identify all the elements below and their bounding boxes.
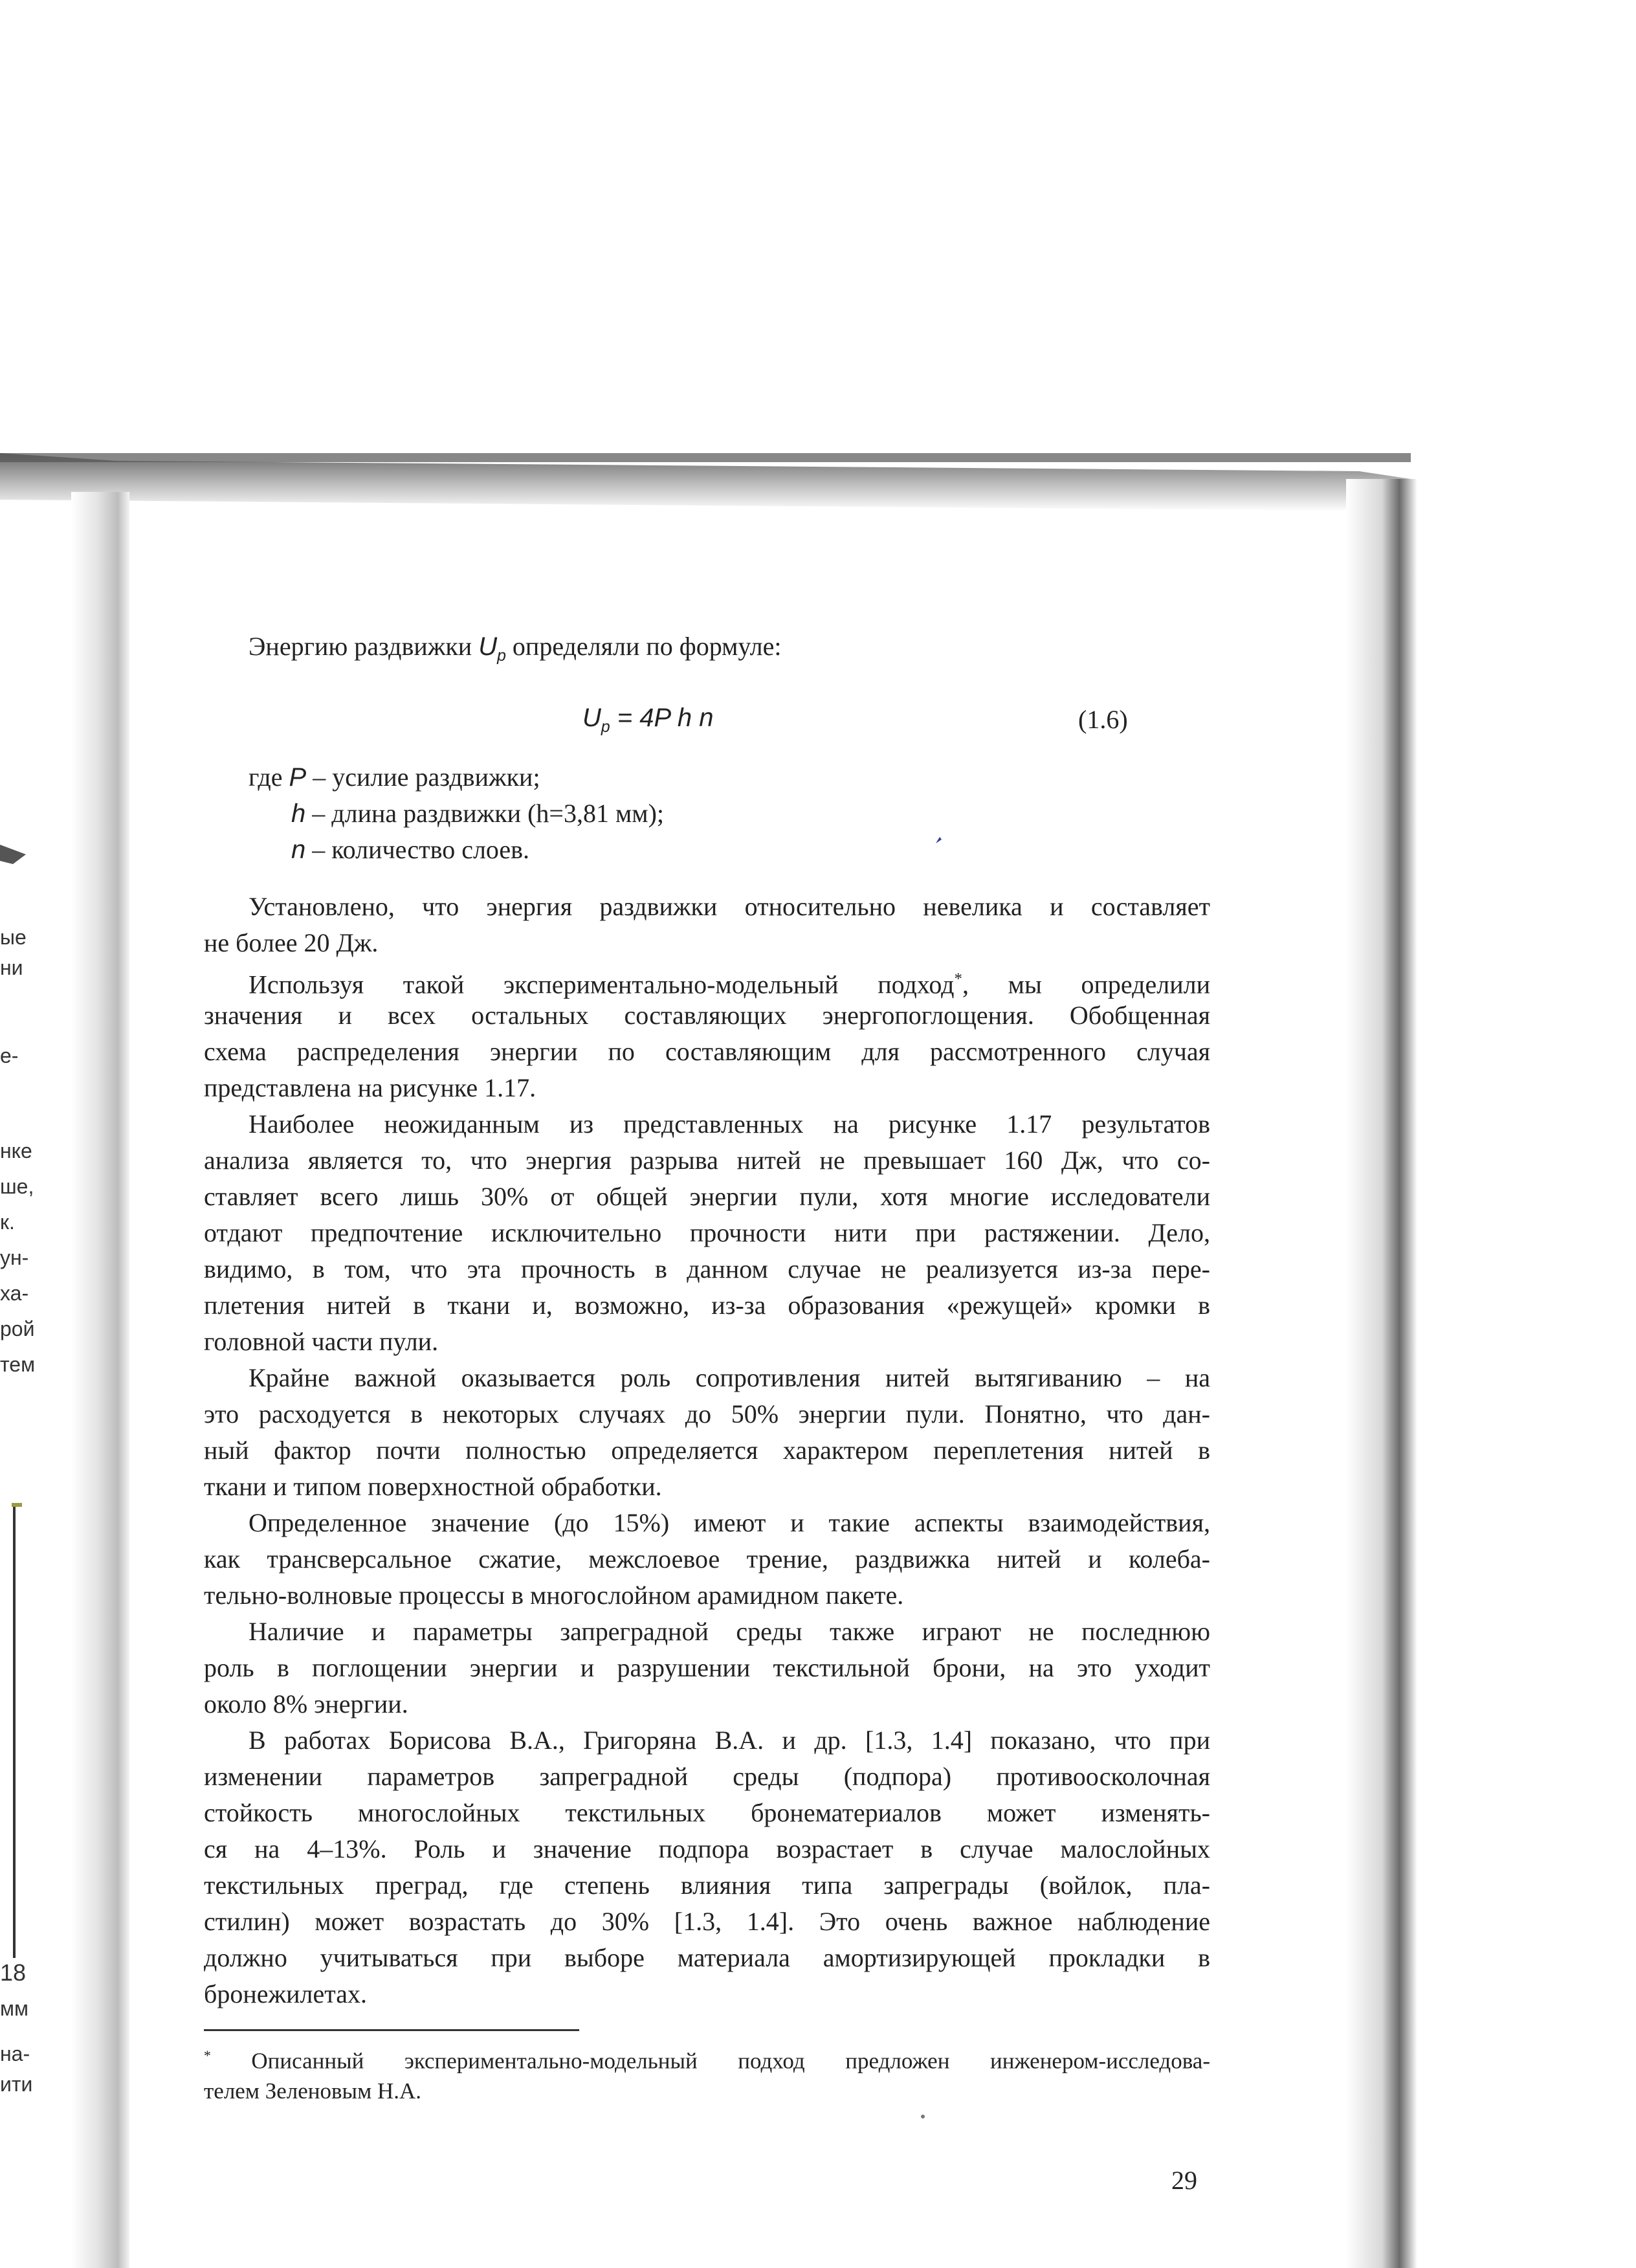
paragraph-line: В работах Борисова В.А., Григоряна В.А. и др. [1.3, 1.4] показано, что при: [249, 1726, 1210, 1755]
paragraph-line: тельно-волновые процессы в многослойном арамидном пакете.: [204, 1581, 904, 1610]
paragraph-line: видимо, в том, что эта прочность в данном случае не реализуется из-за пере-: [204, 1254, 1210, 1284]
formula: $U_р = 4P$ h n: [582, 704, 714, 736]
paragraph-line: отдают предпочтение исключительно прочности нити при растяжении. Дело,: [204, 1218, 1210, 1247]
left-page-fragment: ха-: [0, 1282, 29, 1305]
footnote-marker: *: [204, 2048, 211, 2063]
paragraph-line: Используя такой экспериментально-модельный подход*, мы определили: [249, 970, 1210, 999]
paragraph-line: стилин) может возрастать до 30% [1.3, 1.4]. Это очень важное наблюдение: [204, 1907, 1210, 1936]
left-page-fragment: рой: [0, 1317, 35, 1340]
left-page-fragment: ые: [0, 926, 27, 949]
paragraph-line: ный фактор почти полностью определяется характером переплетения нитей в: [204, 1436, 1210, 1465]
left-page-fragment: на-: [0, 2042, 30, 2065]
left-page-fragment: 18: [0, 1959, 27, 1986]
paragraph-line: это расходуется в некоторых случаях до 50% энергии пули. Понятно, что дан-: [204, 1399, 1210, 1429]
paragraph-line: около 8% энергии.: [204, 1689, 408, 1718]
left-page-fragment: ше,: [0, 1175, 34, 1198]
paragraph-line: стойкость многослойных текстильных бронематериалов может изменять-: [204, 1798, 1210, 1827]
paragraph-line: изменении параметров запреградной среды (подпора) противоосколочная: [204, 1762, 1210, 1791]
left-page-fragment: ун-: [0, 1246, 29, 1269]
where-item-p: где P – усилие раздвижки;: [249, 762, 540, 792]
paragraph-line: плетения нитей в ткани и, возможно, из-за образования «режущей» кромки в: [204, 1291, 1210, 1320]
paragraph-line: анализа является то, что энергия разрыва нитей не превышает 160 Дж, что со-: [204, 1146, 1210, 1175]
paragraph-line: Наличие и параметры запреградной среды также играют не последнюю: [249, 1617, 1210, 1646]
footnote-line: * Описанный экспериментально-модельный подход предложен инженером-исследова-: [204, 2048, 1210, 2074]
where-item-h: h – длина раздвижки (h=3,81 мм);: [291, 799, 665, 828]
paragraph-line: текстильных преград, где степень влияния типа запреграды (войлок, пла-: [204, 1871, 1210, 1900]
left-page-fragment: е-: [0, 1044, 19, 1067]
footnote-line: телем Зеленовым Н.А.: [204, 2078, 422, 2104]
paragraph-line: как трансверсальное сжатие, межслоевое трение, раздвижка нитей и колеба-: [204, 1544, 1210, 1573]
left-page-fragment: ити: [0, 2073, 33, 2096]
page-top-line: [0, 453, 1411, 462]
left-page-fragment: тем: [0, 1353, 36, 1376]
left-page-fragment: нке: [0, 1139, 32, 1162]
left-page-fragment: к.: [0, 1210, 15, 1234]
paragraph-line: бронежилетах.: [204, 1979, 367, 2008]
paragraph-line: роль в поглощении энергии и разрушении текстильной брони, на это уходит: [204, 1653, 1210, 1682]
paragraph-line: Крайне важной оказывается роль сопротивления нитей вытягиванию – на: [249, 1363, 1210, 1392]
formula-number: (1.6): [1078, 705, 1128, 734]
paragraph-line: ся на 4–13%. Роль и значение подпора возрастает в случае малослойных: [204, 1834, 1210, 1863]
left-page-fragment: ни: [0, 956, 23, 979]
paragraph-line: не более 20 Дж.: [204, 928, 379, 957]
paragraph-line: должно учитываться при выборе материала амортизирующей прокладки в: [204, 1943, 1210, 1972]
where-item-n: n – количество слоев.: [291, 835, 530, 864]
paragraph-line: Наиболее неожиданным из представленных на рисунке 1.17 результатов: [249, 1109, 1210, 1139]
stray-pen-mark: [936, 837, 942, 843]
paragraph-line: значения и всех остальных составляющих энергопоглощения. Обобщенная: [204, 1001, 1210, 1030]
stray-dot: [921, 2115, 925, 2118]
page-right-edge: [1346, 479, 1417, 2268]
paragraph-line: ставляет всего лишь 30% от общей энергии пули, хотя многие исследователи: [204, 1182, 1210, 1211]
paragraph-line: Определенное значение (до 15%) имеют и такие аспекты взаимодействия,: [249, 1508, 1210, 1537]
paragraph-line: представлена на рисунке 1.17.: [204, 1073, 536, 1102]
formula-intro: Энергию раздвижки $U_р$ определяли по формуле:: [249, 632, 782, 665]
footnote-rule: [204, 2029, 579, 2031]
page-number: 29: [1171, 2166, 1197, 2195]
left-page-icon: [0, 845, 26, 864]
paragraph-line: ткани и типом поверхностной обработки.: [204, 1472, 662, 1501]
paragraph-line: схема распределения энергии по составляющим для рассмотренного случая: [204, 1037, 1210, 1066]
paragraph-line: Установлено, что энергия раздвижки относительно невелика и составляет: [249, 892, 1210, 921]
paragraph-line: головной части пули.: [204, 1327, 439, 1356]
left-page-fragment: мм: [0, 1997, 28, 2020]
